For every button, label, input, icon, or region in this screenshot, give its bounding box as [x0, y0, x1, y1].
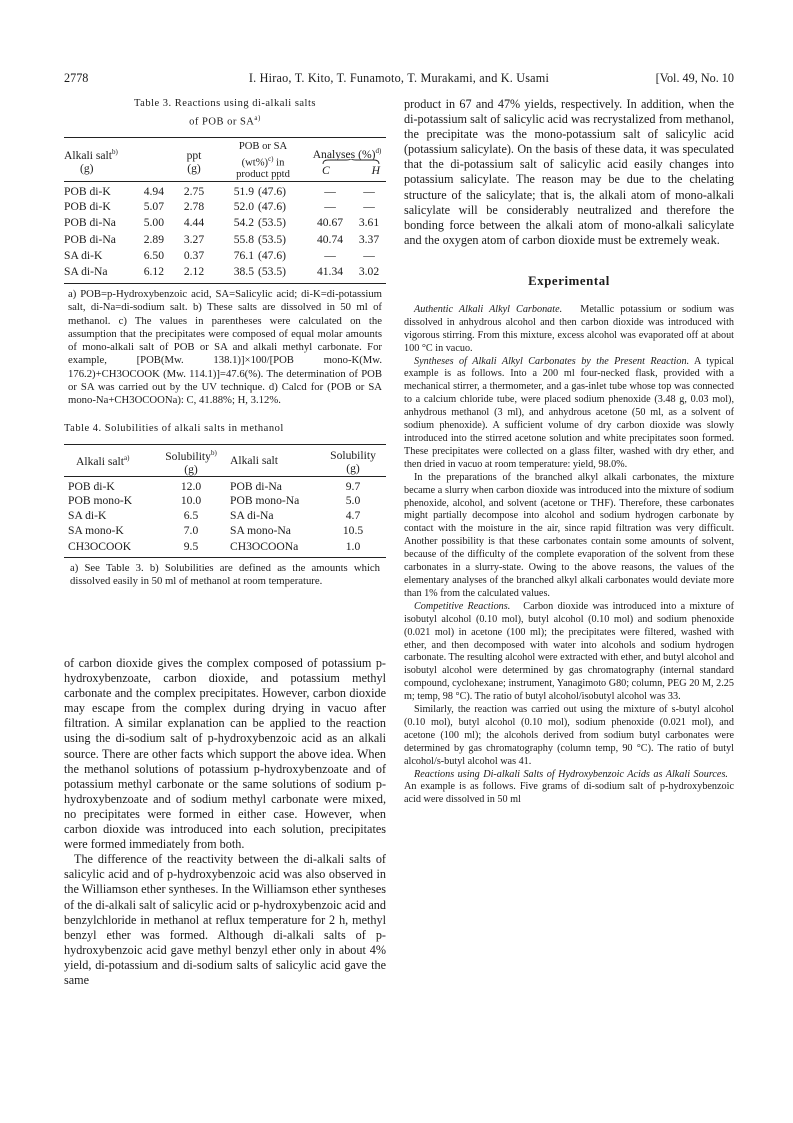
table-cell: 76.1 — [233, 248, 254, 262]
table-cell: 5.00 — [143, 216, 164, 230]
table-cell: SA mono-K — [68, 524, 124, 538]
page-number: 2778 — [64, 71, 89, 85]
table-cell: (53.5) — [258, 232, 287, 246]
table-cell: POB di-K — [64, 185, 111, 199]
table-cell: CH3OCOONa — [230, 539, 299, 553]
table-cell: — — [324, 248, 336, 262]
table-cell: 5.07 — [143, 199, 164, 213]
table-cell: 40.67 — [316, 216, 344, 230]
table4-body — [64, 476, 386, 554]
table-cell: POB mono-K — [68, 493, 133, 507]
table-cell: 2.12 — [183, 265, 205, 279]
table-cell: — — [324, 185, 336, 199]
table-row — [64, 214, 386, 230]
table-cell: 6.5 — [183, 509, 199, 523]
volume-label: [Vol. 49, No. 10 — [655, 71, 734, 85]
table-cell: POB di-Na — [64, 232, 116, 246]
table3-body — [64, 182, 386, 280]
table-row — [64, 264, 386, 280]
table-row — [64, 198, 386, 214]
table-cell: 52.0 — [233, 199, 254, 213]
table4-bottom-rule — [64, 557, 386, 558]
table-cell: (47.6) — [258, 248, 287, 262]
section-title: Experimental — [528, 273, 610, 288]
table-cell: 10.0 — [180, 493, 202, 507]
table-cell: (47.6) — [258, 199, 287, 213]
table-cell: CH3OCOOK — [68, 539, 132, 553]
table-cell: 51.9 — [233, 185, 254, 199]
table-cell: SA di-K — [64, 248, 103, 262]
table-cell: 4.94 — [143, 185, 164, 199]
running-header — [64, 71, 734, 87]
table3-footnote: a) POB=p-Hydroxybenzoic acid, SA=Salicylic acid; di-K=di-potassium salt, di-Na=di-sodium salt. b) These salts are dissolved in 50 ml of methanol. c) The values in parentheses were calculated on the assumption that the precipitates were composed of equal molar amounts of mono-alkali salt of POB or SA and alkali methyl carbonate. For example, [POB(Mw. 138.1)]×100/[POB mono-K(Mw. 176.2)+CH3OCOOK (Mw. 114.1)]=47.6(%). The determination of POB or SA was carried out by the UV technique. d) Calcd for (POB or SA mono-Na+CH3OCOONa): C, 41.88%; H, 3.12%. — [68, 287, 382, 407]
table-cell: 4.44 — [183, 216, 205, 230]
table-row — [64, 476, 386, 493]
table-cell: POB di-Na — [230, 479, 282, 493]
table-cell: 9.5 — [183, 539, 199, 553]
table-cell: 4.7 — [345, 509, 361, 523]
left-body-text — [64, 656, 386, 988]
table-cell: SA di-Na — [64, 265, 108, 279]
table-cell: 3.02 — [358, 265, 380, 279]
table-cell: 6.50 — [143, 248, 164, 262]
table-cell: — — [363, 248, 375, 262]
table-cell: 2.75 — [183, 185, 205, 199]
paragraph: Authentic Alkali Alkyl Carbonate. Metallic potassium or sodium was dissolved in anhydrous alcohol and then carbon dioxide was introduced with vigorous stirring. From this mixture, excess alcohol was evaporated off at about 100 °C in vacuo. — [404, 303, 735, 354]
table4-caption: Table 4. Solubilities of alkali salts in methanol — [64, 422, 284, 434]
table-cell: POB di-K — [68, 479, 115, 493]
table3 — [64, 137, 386, 280]
table-cell: 1.0 — [345, 539, 361, 553]
table4-footnote: a) See Table 3. b) Solubilities are defined as the amounts which dissolved easily in 50 ml of methanol at room temperature. — [70, 562, 380, 588]
table3-header-row: Alkali salt$^{b)}$ (g) ppt (g) POB or SA $(wt\%)^{c)}$ in product pptd Analyses (%)$^{d)}$ C H — [64, 137, 386, 182]
paragraph: of carbon dioxide gives the complex composed of potassium p-hydroxybenzoate, carbon dioxide, and potassium methyl carbonate and the complex precipitates. However, carbon dioxide may escape from the complex during drying in vacuo after filtration. A similar explanation can be applied to the reaction using the di-sodium salt of p-hydroxybenzoic acid as an alkali source. There are other facts which support the above idea. When the methanol solutions of potassium p-hydroxybenzoate and of potassium methyl carbonate or the same solutions of sodium p-hydroxybenzoate and of sodium methyl carbonate were mixed, no precipitates were formed in either case. However, when carbon dioxide was introduced into each solution, precipitates were formed immediately from both. — [64, 656, 386, 852]
table-cell: 12.0 — [180, 479, 202, 493]
table-cell: SA di-K — [68, 509, 107, 523]
experimental-section — [404, 304, 734, 807]
table-row — [64, 539, 386, 554]
table-cell: 3.37 — [358, 232, 380, 246]
table-cell: 0.37 — [183, 248, 205, 262]
table-row — [64, 508, 386, 523]
table-cell: (47.6) — [258, 185, 287, 199]
table-cell: (53.5) — [258, 265, 287, 279]
table-cell: SA di-Na — [230, 509, 274, 523]
table-row — [64, 247, 386, 263]
table-row — [64, 182, 386, 199]
table-cell: 3.61 — [358, 216, 380, 230]
table-cell: 7.0 — [183, 524, 199, 538]
table-cell: POB di-K — [64, 199, 111, 213]
paragraph: In the preparations of the branched alkyl alkali carbonates, the mixture became a slurry when carbon dioxide was introduced into the mixture of sodium phenoxide, alcohol, and solvent (acetone or THF). Therefore, these carbonates might partially decompose into alcohol and sodium hydrogen carbonate by contact with the moisture in the air, since rapid filtration was very difficult. Another possibility is that these carbonates contain some amounts of solvent, because of the difficulty of the complete evaporation of the solvent from these carbonates in a slurry-state. Owing to the above reasons, the values of the elementary analyses of the branched alkyl alkali carbonates would deviate more than 1% from the calculated values. — [404, 471, 734, 599]
paragraph: Syntheses of Alkali Alkyl Carbonates by the Present Reaction. A typical example is as follows. Into a 200 ml four-necked flask, provided with a mechanical stirrer, a thermometer, and a gas-inlet tube whose top was connected to a calcium chloride tube, were placed sodium phenoxide (3.48 g, 0.03 mol), anhydrous methanol (3 ml), and anhydrous acetone (50 ml, as a solvent of sodium phenoxide). A sufficient volume of dry carbon dioxide was slowly introduced into the stirred acetone solution and white precipitates soon formed. These precipitates were collected on a glass filter, washed with dry ether, and then dried in vacuo at room temperature: yield, 98.0%. — [404, 355, 734, 470]
table4 — [64, 444, 386, 554]
paragraph: Similarly, the reaction was carried out using the mixture of s-butyl alcohol (0.10 mol), butyl alcohol (0.10 mol), sodium phenoxide (0.021 mol), and acetone (100 ml); the alcohols derived from sodium butyl carbonates were determined by gas chromatography (column temp, 90 °C). The ratio of butyl alcohol/s-butyl alcohol was 41. — [404, 704, 734, 767]
table-cell: 3.27 — [183, 232, 205, 246]
table-cell: 54.2 — [233, 216, 254, 230]
left-column — [64, 97, 386, 589]
table-cell: 2.78 — [183, 199, 205, 213]
table-cell: 6.12 — [143, 265, 164, 279]
table-cell: SA mono-Na — [230, 524, 291, 538]
table-row — [64, 523, 386, 538]
table3-caption: Table 3. Reactions using di-alkali salts of POB or SA$^{a)}$ — [134, 98, 316, 128]
table-cell: POB mono-Na — [230, 493, 300, 507]
table-cell: POB di-Na — [64, 216, 116, 230]
paragraph: Competitive Reactions. Carbon dioxide was introduced into a mixture of isobutyl alcohol (0.10 mol), butyl alcohol (0.10 mol) and sodium phenoxide (0.021 mol) in acetone (100 ml); the precipitates were filtered, washed with ether, and then decomposed with water into alcohols and sodium hydrogen carbonate. The resulting alcohol were extracted with ether, and butyl alcohol and isobutyl alcohol were determined by gas chromatography (internal standard compound, cyclohexane; instrument, Yanagimoto G80; column, PEG 20 M, 2.25 m; temp, 98 °C). The ratio of butyl alcohol/isobutyl alcohol was 33. — [404, 600, 735, 703]
table-cell: 5.0 — [345, 493, 361, 507]
paragraph: product in 67 and 47% yields, respectively. In addition, when the di-potassium salt of salicylic acid was recrystalized from methanol, the precipitate was the mono-potassium salt of salicylic acid (potassium salicylate). On the basis of these data, it was speculated that the di-potassium salt of salicylic acid easily changes into potassium salicylate. The reason may be due to the chelating structure of the salicylate; that is, the alkali atom of mono-alkali salicylate will be considerably neutralized and therefore the bonding force between the alkali atom of mono-alkali salicylate and the oxygen atom of carbon dioxide must be extremely weak. — [404, 97, 734, 247]
table-cell: — — [363, 185, 375, 199]
author-line: I. Hirao, T. Kito, T. Funamoto, T. Murakami, and K. Usami — [248, 71, 550, 85]
table-cell: 10.5 — [342, 524, 364, 538]
table-cell: — — [324, 199, 336, 213]
table-cell: (53.5) — [258, 216, 287, 230]
table-cell: 2.89 — [143, 232, 164, 246]
paragraph: Reactions using Di-alkali Salts of Hydroxybenzoic Acids as Alkali Sources. An example is as follows. Five grams of di-sodium salt of p-hydroxybenzoic acid were dissolved in 50 ml — [404, 768, 734, 806]
table-row — [64, 493, 386, 508]
right-column — [404, 97, 734, 807]
table-row — [64, 231, 386, 247]
paragraph: The difference of the reactivity between the di-alkali salts of salicylic acid and of p-hydroxybenzoic acid was also observed in the Williamson ether syntheses. In the Williamson ether syntheses of the di-alkali salt of salicylic acid or p-hydroxybenzoic acid and benzylchloride in methanol at reflux temperature for 2 h, methyl benzyl ether was formed. Although di-alkali salts of p-hydroxybenzoic acid gave methyl benzyl ether only in about 4% yield, di-potassium and di-sodium salts of salicylic acid gave the same — [64, 852, 386, 987]
table3-bottom-rule — [64, 283, 386, 284]
table-cell: 9.7 — [345, 479, 361, 493]
table-cell: 55.8 — [233, 232, 254, 246]
table-cell: — — [363, 199, 375, 213]
table-cell: 38.5 — [233, 265, 254, 279]
table-cell: 41.34 — [316, 265, 344, 279]
table-cell: 40.74 — [316, 232, 344, 246]
table4-header-row: Alkali salt$^{a)}$ Solubility$^{b)}$ (g) Alkali salt Solubility (g) — [64, 444, 386, 476]
